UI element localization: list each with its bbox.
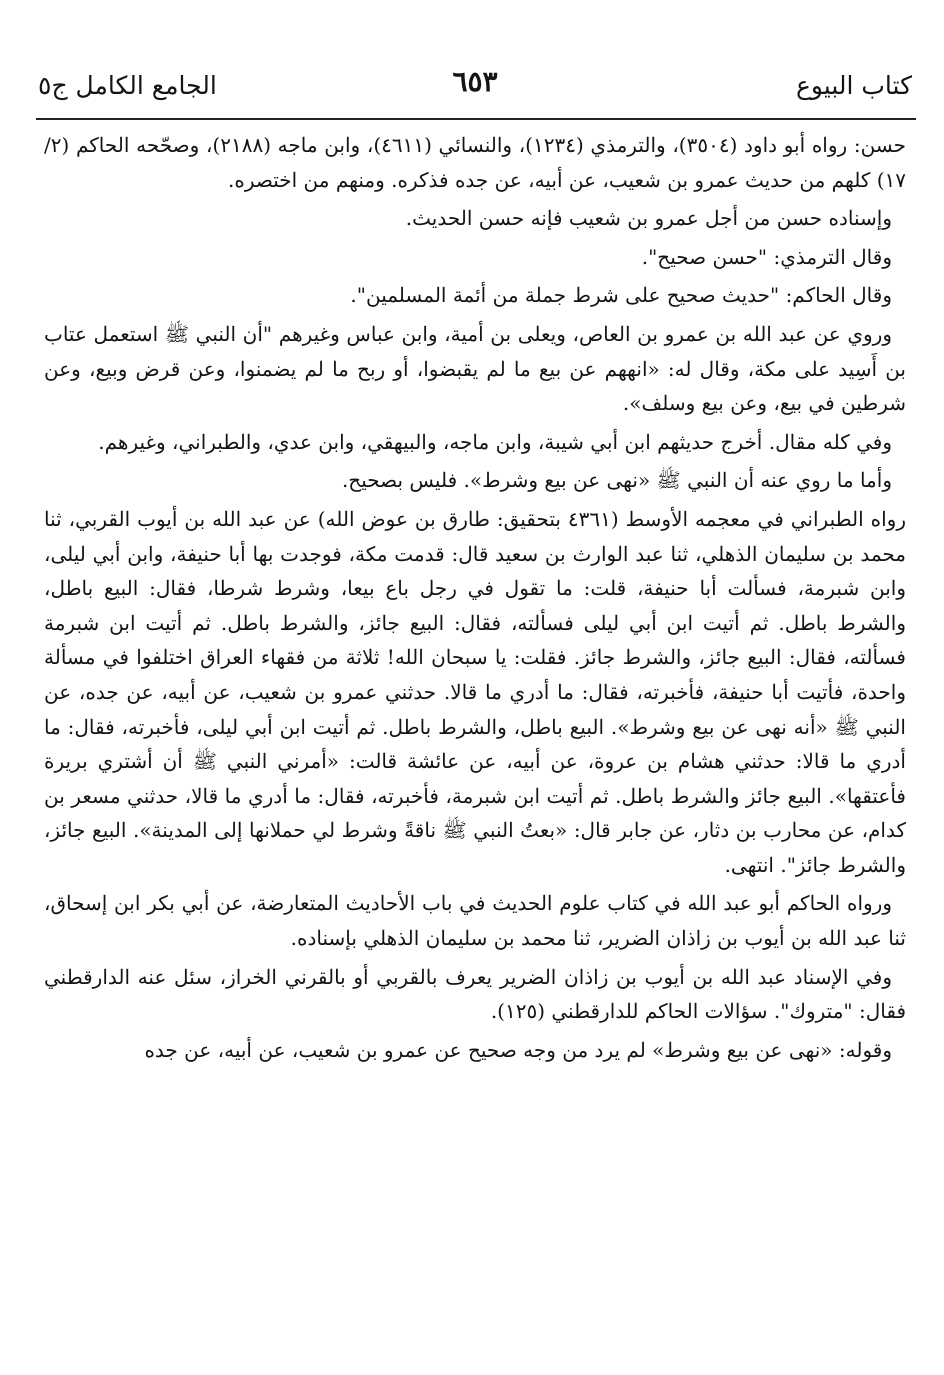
paragraph: وفي الإسناد عبد الله بن أيوب بن زاذان الضرير يعرف بالقربي أو بالقرني الخراز، سئل عنه الدارقطني فقال: "متروك". سؤالات الحاكم للدارقطني (١٢٥). [44, 964, 906, 1024]
header-rule [36, 118, 916, 120]
book-title: الجامع الكامل ج٥ [38, 71, 217, 100]
paragraph: وقال الترمذي: "حسن صحيح". [641, 244, 892, 269]
page-header [38, 62, 912, 114]
paragraph: وقال الحاكم: "حديث صحيح على شرط جملة من أئمة المسلمين". [350, 283, 892, 308]
paragraph: وقوله: «نهى عن بيع وشرط» لم يرد من وجه صحيح عن عمرو بن شعيب، عن أبيه، عن جده [144, 1037, 892, 1062]
page-body [44, 128, 906, 1071]
paragraph: وأما ما روي عنه أن النبي ﷺ «نهى عن بيع وشرط». فليس بصحيح. [341, 468, 892, 493]
paragraph: وفي كله مقال. أخرج حديثهم ابن أبي شيبة، وابن ماجه، والبيهقي، وابن عدي، والطبراني، وغيرهم. [98, 429, 892, 454]
paragraph: رواه الطبراني في معجمه الأوسط (٤٣٦١ بتحقيق: طارق بن عوض الله) عن عبد الله بن أيوب القربي، ثنا محمد بن سليمان الذهلي، ثنا عبد الوارث بن سعيد قال: قدمت مكة، فوجدت بها أبا حنيفة، وابن أبي ليلى، وابن شبرمة، فسألت أبا حنيفة، قلت: ما تقول في رجل باع بيعا، وشرط شرطا، فقال: البيع باطل، والشرط باطل. ثم أتيت ابن أبي ليلى فسألته، فقال: البيع جائز، والشرط باطل. ثم أتيت ابن شبرمة فسألته، فقال: البيع جائز، والشرط جائز. فقلت: يا سبحان الله! ثلاثة من فقهاء العراق اختلفوا في مسألة واحدة، فأتيت أبا حنيفة، فأخبرته، فقال: ما أدري ما قالا. حدثني عمرو بن شعيب، عن أبيه، عن جده، عن النبي ﷺ «أنه نهى عن بيع وشرط». البيع باطل، والشرط باطل. ثم أتيت ابن أبي ليلى، فأخبرته، فقال: ما أدري ما قالا: حدثني هشام بن عروة، عن أبيه، عن عائشة قالت: «أمرني النبي ﷺ أن أشتري بريرة فأعتقها». البيع جائز والشرط باطل. ثم أتيت ابن شبرمة، فأخبرته، فقال: ما أدري ما قالا، حدثني مسعر بن كدام، عن محارب بن دثار، عن جابر قال: «بعتُ النبي ﷺ ناقةً وشرط لي حملانها إلى المدينة». البيع جائز، والشرط جائز". انتهى. [44, 506, 906, 877]
chapter-title: كتاب البيوع [795, 71, 912, 100]
page-number: ٦٥٣ [452, 65, 498, 98]
paragraph: ورواه الحاكم أبو عبد الله في كتاب علوم الحديث في باب الأحاديث المتعارضة، عن أبي بكر ابن إسحاق، ثنا عبد الله بن أيوب بن زاذان الضرير، ثنا محمد بن سليمان الذهلي بإسناده. [44, 891, 906, 951]
paragraph: وروي عن عبد الله بن عمرو بن العاص، ويعلى بن أمية، وابن عباس وغيرهم "أن النبي ﷺ استعمل عتاب بن أَسِيد على مكة، وقال له: «انههم عن بيع ما لم يقبضوا، أو ربح ما لم يضمنوا، وعن قرض وبيع، وعن شرطين في بيع، وعن بيع وسلف». [44, 321, 906, 416]
paragraph: وإسناده حسن من أجل عمرو بن شعيب فإنه حسن الحديث. [405, 206, 892, 231]
paragraph: حسن: رواه أبو داود (٣٥٠٤)، والترمذي (١٢٣٤)، والنسائي (٤٦١١)، وابن ماجه (٢١٨٨)، وصحّحه الحاكم (٢/ ١٧) كلهم من حديث عمرو بن شعيب، عن أبيه، عن جده فذكره. ومنهم من اختصره. [44, 133, 907, 192]
